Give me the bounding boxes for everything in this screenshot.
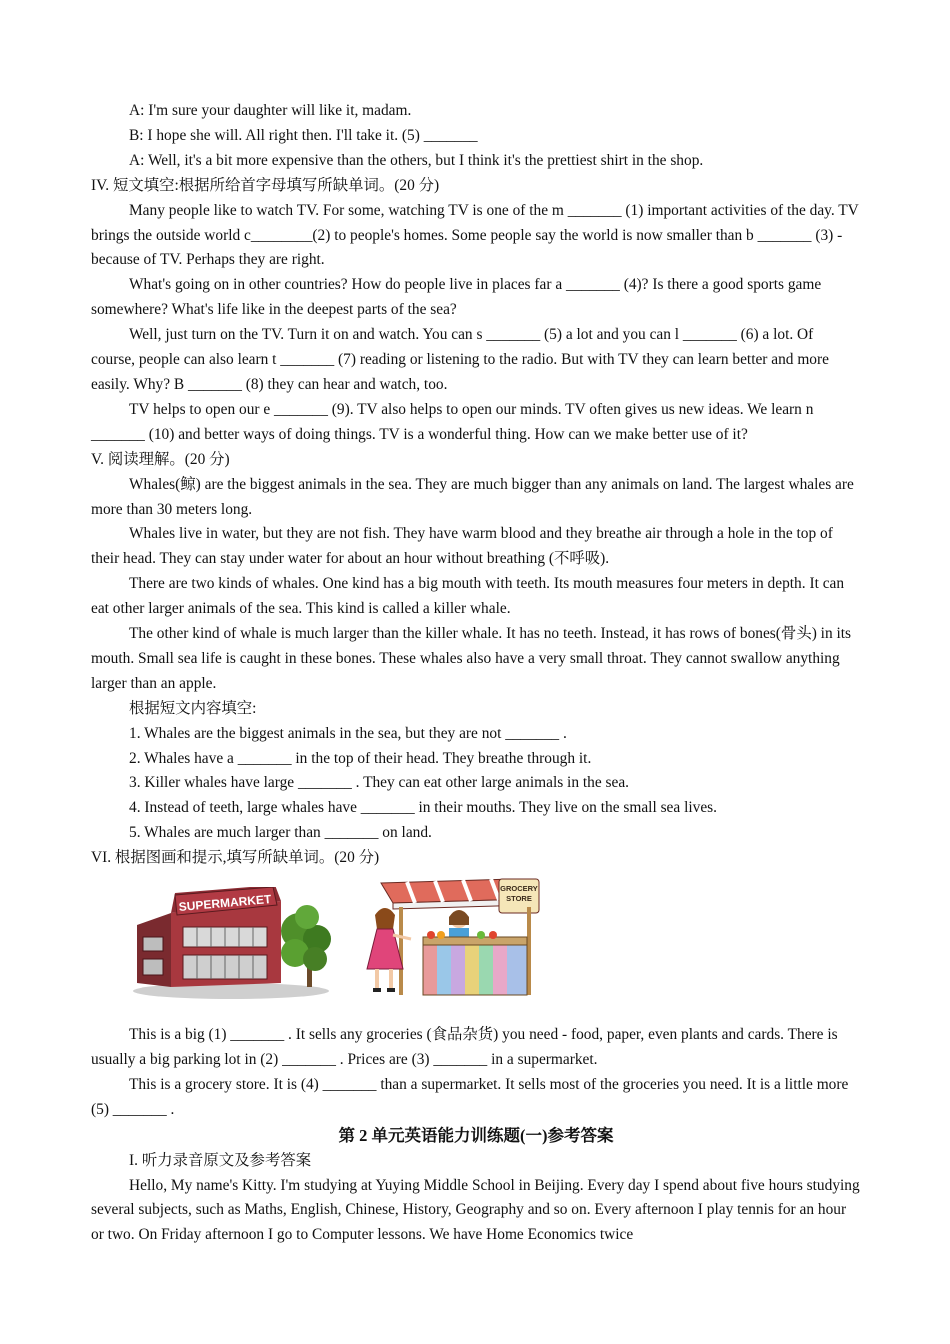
dialogue-line: B: I hope she will. All right then. I'll take it. (5) _______ [129, 126, 478, 144]
section-v-paragraph: The other kind of whale is much larger than the killer whale. It has no teeth. Instead, it has rows of bones(骨头) in its mouth. Small sea life is caught in these bones. These whales also have a very small throat. They cannot swallow anything larger than an apple. [91, 625, 852, 692]
section-v-paragraph: There are two kinds of whales. One kind has a big mouth with teeth. Its mouth measures four meters in depth. It can eat other larger animals of the sea. This kind is called a killer whale. [91, 575, 845, 618]
section-vi-heading: VI. 根据图画和提示,填写所缺单词。(20 分) [91, 849, 380, 867]
question-item: 3. Killer whales have large _______ . They can eat other large animals in the sea. [129, 774, 630, 792]
answer-key-subheading: I. 听力录音原文及参考答案 [129, 1151, 312, 1169]
section-iv-heading: IV. 短文填空:根据所给首字母填写所缺单词。(20 分) [91, 176, 440, 194]
grocery-store-illustration [363, 873, 543, 1001]
document-page [91, 99, 861, 1248]
section-vi-paragraph: This is a big (1) _______ . It sells any groceries (食品杂货) you need - food, paper, even plants and cards. There is usually a big parking lot in (2) _______ . Prices are (3) _______ in a supermarket. [91, 1026, 838, 1068]
answer-key-title: 第 2 单元英语能力训练题(一)参考答案 [338, 1125, 614, 1145]
question-item: 2. Whales have a _______ in the top of their head. They breathe through it. [129, 749, 592, 767]
grocery-sign-line1: GROCERY [500, 884, 538, 894]
section-v-paragraph: Whales(鲸) are the biggest animals in the sea. They are much bigger than any animals on land. The largest whales are more than 30 meters long. [91, 475, 854, 518]
section-iv-paragraph: Well, just turn on the TV. Turn it on and watch. You can s _______ (5) a lot and you can l _______ (6) a lot. Of course, people can also learn t _______ (7) reading or listening to the radio. But with TV they can learn better and more easily. Why? B _______ (8) they can hear and watch, too. [91, 326, 829, 393]
question-item: 4. Instead of teeth, large whales have _______ in their mouths. They live on the small sea lives. [129, 799, 717, 817]
question-item: 5. Whales are much larger than _______ on land. [129, 824, 432, 842]
answer-key-paragraph: Hello, My name's Kitty. I'm studying at Yuying Middle School in Beijing. Every day I spend about five hours studying several subjects, such as Maths, English, Chinese, History, Geography and so on. Every afternoon I play tennis for an hour or two. On Friday afternoon I go to Computer lessons. We have Home Economics twice [91, 1176, 860, 1244]
grocery-sign-line2: STORE [506, 894, 532, 904]
section-vi-paragraph: This is a grocery store. It is (4) _______ than a supermarket. It sells most of the groceries you need. It is a little more (5) _______ . [91, 1075, 849, 1118]
section-iv-paragraph: What's going on in other countries? How do people live in places far a _______ (4)? Is there a good sports game somewhere? What's life like in the deepest parts of the sea? [91, 276, 822, 319]
section-iv-paragraph: TV helps to open our e _______ (9). TV also helps to open our minds. TV often gives us new ideas. We learn n _______ (10) and better ways of doing things. TV is a wonderful thing. How can we make better use of it? [91, 400, 814, 443]
supermarket-sign: SUPERMARKET [178, 892, 272, 915]
supermarket-illustration [131, 887, 331, 999]
section-v-heading: V. 阅读理解。(20 分) [91, 450, 230, 468]
section-v-paragraph: Whales live in water, but they are not fish. They have warm blood and they breathe air through a hole in the top of their head. They can stay under water for about an hour without breathing (不呼吸). [91, 525, 833, 568]
section-iv-paragraph: Many people like to watch TV. For some, watching TV is one of the m _______ (1) important activities of the day. TV brings the outside world c________(2) to people's homes. Some people say the world is now smaller than b _______ (3) - because of TV. Perhaps they are right. [91, 201, 859, 269]
dialogue-line: A: Well, it's a bit more expensive than the others, but I think it's the prettiest shirt in the shop. [129, 151, 704, 169]
question-item: 1. Whales are the biggest animals in the sea, but they are not _______ . [129, 724, 567, 742]
dialogue-line: A: I'm sure your daughter will like it, madam. [129, 102, 412, 119]
illustrations [91, 873, 861, 1023]
section-v-instruction: 根据短文内容填空: [129, 699, 257, 717]
